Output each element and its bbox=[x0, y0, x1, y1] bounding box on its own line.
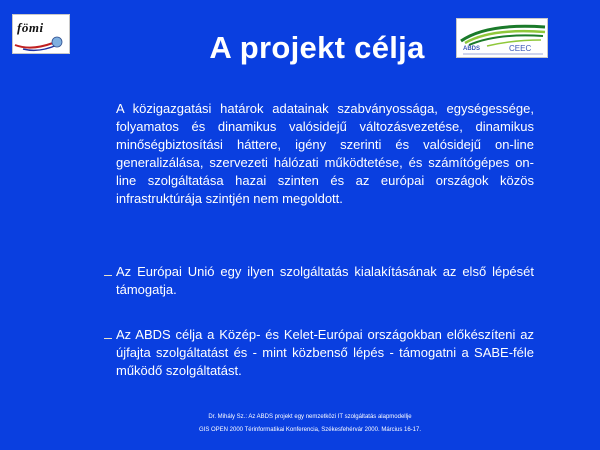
paragraph-abds-goal: Az ABDS célja a Közép- és Kelet-Európai országokban előkészíteni az újfajta szolgáltatást és - mint közbenső lépés - támogatni a SABE-féle működő szolgáltatást. bbox=[116, 327, 534, 378]
bullet-marker bbox=[104, 338, 112, 339]
slide-title: A projekt célja bbox=[209, 30, 425, 65]
ceec-logo-text: CEEC bbox=[509, 44, 532, 53]
bullet-marker bbox=[104, 275, 112, 276]
abds-logo-text: ABDS bbox=[463, 46, 481, 52]
fomi-logo-text: fömi bbox=[17, 20, 44, 35]
paragraph-intro: A közigazgatási határok adatainak szabványossága, egységessége, folyamatos és dinamikus valósidejű változásvezetése, dinamikus minőségbiztosítási háttere, igény szerinti és valósidejű on-line generalizálása, szervezeti hálózati működtetése, és számítógépes on-line szolgáltatása hazai szinten és az európai országok közös infrastruktúrája szintjén nem megoldott. bbox=[116, 101, 534, 206]
paragraph-eu-support: Az Európai Unió egy ilyen szolgáltatás kialakításának az első lépését támogatja. bbox=[116, 264, 534, 297]
footer-author-line: Dr. Mihály Sz.: Az ABDS projekt egy nemzetközi IT szolgáltatás alapmodellje bbox=[208, 414, 412, 420]
footer-conference-line: GIS OPEN 2000 Térinformatikai Konferencia, Székesfehérvár 2000. Március 16-17. bbox=[199, 427, 421, 433]
